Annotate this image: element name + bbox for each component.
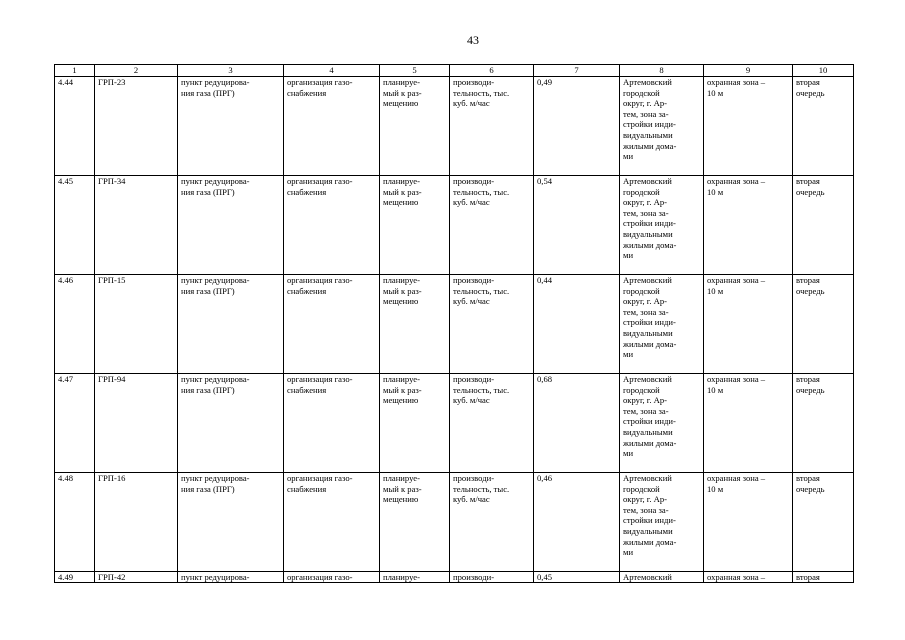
- column-header: 1: [55, 65, 95, 77]
- row-number: 4.45: [55, 176, 95, 275]
- column-header: 4: [284, 65, 380, 77]
- table-row: [55, 77, 854, 176]
- object-code: ГРП-94: [95, 374, 178, 473]
- characteristic-value: 0,54: [534, 176, 620, 275]
- characteristic-name: производи- тельность, тыс. куб. м/час: [450, 473, 534, 572]
- column-header: 3: [178, 65, 284, 77]
- implementation-stage: вторая очередь: [793, 77, 854, 176]
- implementation-stage: вторая очередь: [793, 473, 854, 572]
- row-number: 4.48: [55, 473, 95, 572]
- object-name: пункт редуцирова- ния газа (ПРГ): [178, 275, 284, 374]
- object-code: ГРП-34: [95, 176, 178, 275]
- object-status: планируе-: [380, 572, 450, 583]
- object-purpose: организация газо- снабжения: [284, 374, 380, 473]
- column-header: 7: [534, 65, 620, 77]
- row-number: 4.44: [55, 77, 95, 176]
- characteristic-name: производи-: [450, 572, 534, 583]
- object-status: планируе- мый к раз- мещению: [380, 77, 450, 176]
- zone-description: охранная зона – 10 м: [704, 77, 793, 176]
- header-row: [55, 65, 854, 77]
- column-header: 10: [793, 65, 854, 77]
- row-number: 4.49: [55, 572, 95, 583]
- object-status: планируе- мый к раз- мещению: [380, 374, 450, 473]
- table-row: [55, 473, 854, 572]
- implementation-stage: вторая очередь: [793, 275, 854, 374]
- object-code: ГРП-16: [95, 473, 178, 572]
- characteristic-value: 0,45: [534, 572, 620, 583]
- object-code: ГРП-15: [95, 275, 178, 374]
- objects-table: [54, 64, 854, 583]
- object-purpose: организация газо- снабжения: [284, 176, 380, 275]
- zone-description: охранная зона – 10 м: [704, 374, 793, 473]
- object-name: пункт редуцирова-: [178, 572, 284, 583]
- characteristic-value: 0,49: [534, 77, 620, 176]
- object-location: Артемовский городской округ, г. Ар- тем, зона за- стройки инди- видуальными жилыми дома- ми: [620, 374, 704, 473]
- column-header: 5: [380, 65, 450, 77]
- object-name: пункт редуцирова- ния газа (ПРГ): [178, 176, 284, 275]
- zone-description: охранная зона – 10 м: [704, 473, 793, 572]
- object-status: планируе- мый к раз- мещению: [380, 176, 450, 275]
- characteristic-value: 0,46: [534, 473, 620, 572]
- page-number: 43: [467, 33, 479, 47]
- characteristic-name: производи- тельность, тыс. куб. м/час: [450, 77, 534, 176]
- table-row: [55, 275, 854, 374]
- object-status: планируе- мый к раз- мещению: [380, 275, 450, 374]
- characteristic-name: производи- тельность, тыс. куб. м/час: [450, 176, 534, 275]
- column-header: 9: [704, 65, 793, 77]
- object-location: Артемовский городской округ, г. Ар- тем, зона за- стройки инди- видуальными жилыми дома- ми: [620, 473, 704, 572]
- column-header: 2: [95, 65, 178, 77]
- characteristic-name: производи- тельность, тыс. куб. м/час: [450, 374, 534, 473]
- implementation-stage: вторая очередь: [793, 374, 854, 473]
- row-number: 4.47: [55, 374, 95, 473]
- object-purpose: организация газо-: [284, 572, 380, 583]
- object-name: пункт редуцирова- ния газа (ПРГ): [178, 77, 284, 176]
- object-code: ГРП-23: [95, 77, 178, 176]
- implementation-stage: вторая очередь: [793, 176, 854, 275]
- object-location: Артемовский городской округ, г. Ар- тем, зона за- стройки инди- видуальными жилыми дома- ми: [620, 77, 704, 176]
- object-location: Артемовский: [620, 572, 704, 583]
- object-purpose: организация газо- снабжения: [284, 473, 380, 572]
- object-location: Артемовский городской округ, г. Ар- тем, зона за- стройки инди- видуальными жилыми дома- ми: [620, 176, 704, 275]
- implementation-stage: вторая: [793, 572, 854, 583]
- table-row: [55, 572, 854, 583]
- column-header: 6: [450, 65, 534, 77]
- object-name: пункт редуцирова- ния газа (ПРГ): [178, 473, 284, 572]
- object-code: ГРП-42: [95, 572, 178, 583]
- characteristic-value: 0,68: [534, 374, 620, 473]
- characteristic-value: 0,44: [534, 275, 620, 374]
- object-purpose: организация газо- снабжения: [284, 77, 380, 176]
- column-header: 8: [620, 65, 704, 77]
- zone-description: охранная зона – 10 м: [704, 176, 793, 275]
- object-location: Артемовский городской округ, г. Ар- тем, зона за- стройки инди- видуальными жилыми дома- ми: [620, 275, 704, 374]
- characteristic-name: производи- тельность, тыс. куб. м/час: [450, 275, 534, 374]
- table-row: [55, 176, 854, 275]
- zone-description: охранная зона – 10 м: [704, 275, 793, 374]
- object-status: планируе- мый к раз- мещению: [380, 473, 450, 572]
- zone-description: охранная зона –: [704, 572, 793, 583]
- row-number: 4.46: [55, 275, 95, 374]
- object-name: пункт редуцирова- ния газа (ПРГ): [178, 374, 284, 473]
- object-purpose: организация газо- снабжения: [284, 275, 380, 374]
- table-row: [55, 374, 854, 473]
